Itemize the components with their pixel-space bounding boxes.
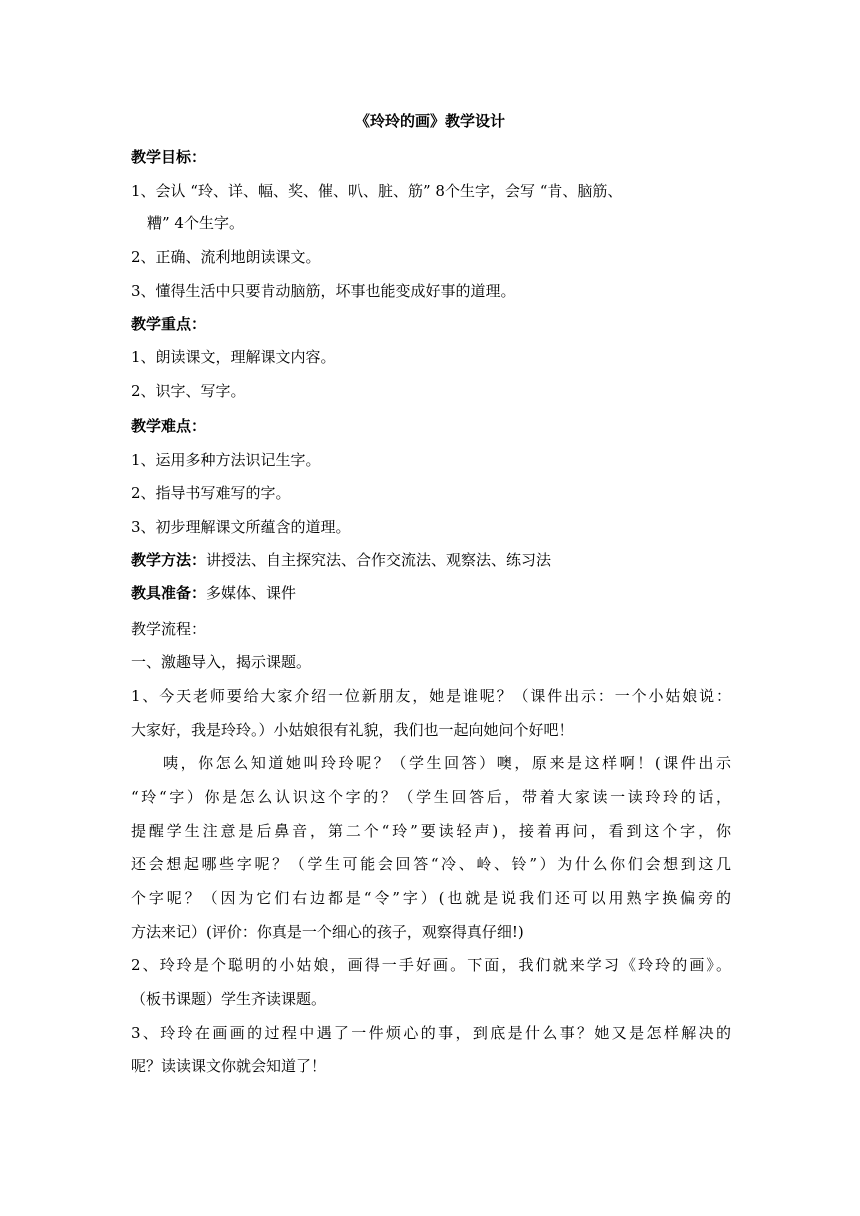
process-heading: 教学流程： [131,620,207,638]
difficulty-item-3: 3、初步理解课文所蕴含的道理。 [131,518,351,536]
key-point-item-1: 1、朗读课文，理解课文内容。 [131,348,336,366]
methods-line [131,549,731,571]
difficulty-item-1: 1、运用多种方法识记生字。 [131,451,321,469]
difficulties-heading: 教学难点： [131,417,207,435]
objective-item-1-cont: 糟” 4个生字。 [147,214,244,232]
objective-item-3: 3、懂得生活中只要肯动脑筋，坏事也能变成好事的道理。 [131,282,516,300]
process-section-1: 一、激趣导入，揭示课题。 [131,653,312,671]
document-title: 《玲玲的画》教学设计 [354,112,505,130]
materials-value: 多媒体、课件 [206,584,297,602]
process-paragraph-3-line-2: （板书课题）学生齐读课题。 [131,990,327,1008]
materials-line [131,582,731,604]
process-paragraph-2-line-3: 提醒学生注意是后鼻音，第二个“玲”要读轻声)，接着再问，看到这个字，你 [131,822,731,840]
methods-label: 教学方法： [131,551,207,569]
process-paragraph-2-line-6: 方法来记）(评价：你真是一个细心的孩子，观察得真仔细!) [131,923,524,941]
process-paragraph-2-line-4: 还会想起哪些字呢？（学生可能会回答“冷、岭、铃”）为什么你们会想到这几 [131,855,731,873]
process-paragraph-4-line-1: 3、玲玲在画画的过程中遇了一件烦心的事，到底是什么事？她又是怎样解决的 [131,1024,731,1042]
key-point-item-2: 2、识字、写字。 [131,382,246,400]
process-paragraph-3-line-1: 2、玲玲是个聪明的小姑娘，画得一手好画。下面，我们就来学习《玲玲的画》。 [131,956,731,974]
process-paragraph-2-line-5: 个字呢？（因为它们右边都是“令”字）(也就是说我们还可以用熟字换偏旁的 [131,889,731,907]
objective-item-2: 2、正确、流利地朗读课文。 [131,248,321,266]
process-paragraph-2-line-2: “玲“字）你是怎么认识这个字的？（学生回答后，带着大家读一读玲玲的话， [131,788,731,806]
methods-value: 讲授法、自主探究法、合作交流法、观察法、练习法 [206,551,552,569]
process-paragraph-2-line-1: 咦，你怎么知道她叫玲玲呢？（学生回答）噢，原来是这样啊！(课件出示 [163,754,731,772]
process-paragraph-1-line-2: 大家好，我是玲玲。）小姑娘很有礼貌，我们也一起向她问个好吧！ [131,721,574,739]
objectives-heading: 教学目标： [131,148,207,166]
key-points-heading: 教学重点： [131,315,207,333]
process-paragraph-4-line-2: 呢？读读课文你就会知道了！ [131,1057,327,1075]
objective-item-1: 1、会认 “玲、详、幅、奖、催、叭、脏、筋” 8个生字，会写 “肯、脑筋、 [131,182,623,200]
process-paragraph-1-line-1: 1、今天老师要给大家介绍一位新朋友，她是谁呢？（课件出示：一个小姑娘说： [131,687,731,705]
materials-label: 教具准备： [131,584,207,602]
difficulty-item-2: 2、指导书写难写的字。 [131,484,291,502]
